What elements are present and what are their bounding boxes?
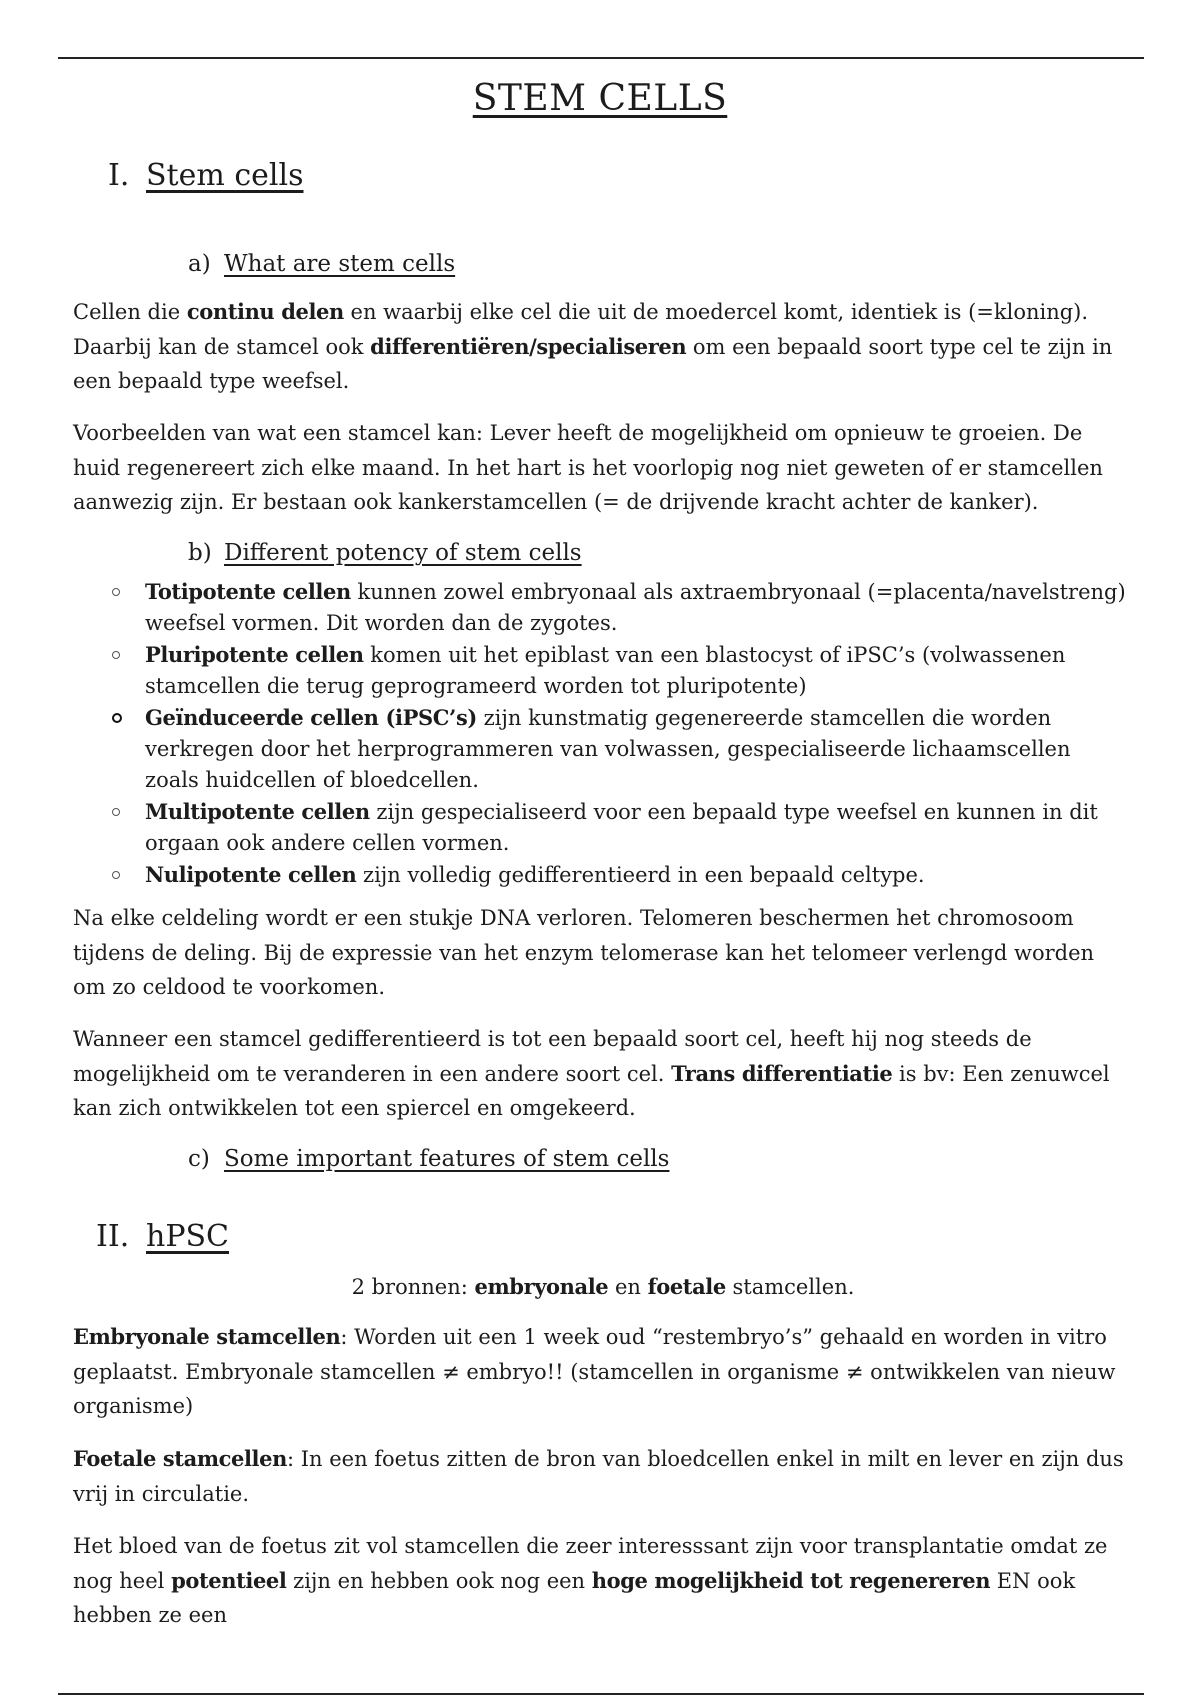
text-run: zijn gespecialiseerd voor een bepaald type weefsel en kunnen in dit orgaan ook andere cellen vormen. <box>145 800 1098 855</box>
top-rule <box>58 57 1144 59</box>
subsection-title: Some important features of stem cells <box>224 1146 670 1172</box>
paragraph-examples <box>73 416 1133 520</box>
bold-term: Geïnduceerde cellen (iPSC’s) <box>145 705 477 730</box>
bold-term: continu delen <box>186 299 344 324</box>
subsection-number: a) <box>188 251 211 277</box>
bold-term: foetale <box>647 1274 726 1299</box>
text-run: : In een foetus zitten de bron van bloedcellen enkel in milt en lever en zijn dus vrij in circulatie. <box>73 1447 1124 1506</box>
text-run: 2 bronnen: <box>351 1275 475 1299</box>
subsection-heading-potency <box>188 540 582 566</box>
text-run: Het bloed van de foetus zit vol stamcellen die zeer interesssant zijn voor transplantatie omdat ze nog heel <box>73 1534 1108 1593</box>
subsection-title: What are stem cells <box>224 251 456 277</box>
paragraph-sources <box>73 1270 1133 1305</box>
paragraph-definition <box>73 295 1133 399</box>
bullet-circle-icon <box>112 713 122 723</box>
subsection-number: b) <box>188 540 212 566</box>
bold-term: Embryonale stamcellen <box>73 1324 341 1349</box>
text-run: : Worden uit een 1 week oud “restembryo’s” gehaald en worden in vitro geplaatst. Embryonale stamcellen ≠ embryo!! (stamcellen in organisme ≠ ontwikkelen van nieuw organisme) <box>73 1325 1116 1418</box>
section-number: I. <box>108 158 130 193</box>
text-run: kunnen zowel embryonaal als axtraembryonaal (=placenta/navelstreng) weefsel vormen. Dit worden dan de zygotes. <box>145 580 1126 635</box>
bullet-circle-icon <box>112 871 120 879</box>
text-run: EN ook hebben ze een <box>73 1568 1076 1627</box>
text-run: Cellen die <box>73 300 187 324</box>
section-number: II. <box>96 1219 130 1254</box>
text-run: Wanneer een stamcel gedifferentieerd is tot een bepaald soort cel, heeft hij nog steeds de mogelijkheid om te veranderen in een andere soort cel. <box>73 1027 1032 1086</box>
paragraph-fetal-stem-cells <box>73 1442 1133 1511</box>
text-run: zijn en hebben ook nog een <box>286 1568 592 1593</box>
bold-term: Totipotente cellen <box>145 579 351 604</box>
paragraph-trans-differentiation <box>73 1022 1133 1126</box>
subsection-heading-what-are-stem-cells <box>188 251 455 277</box>
text-run: Voorbeelden van wat een stamcel kan: Lever heeft de mogelijkheid om opnieuw te groeien. De huid regenereert zich elke maand. In het hart is het voorlopig nog niet geweten of er stamcellen aanwezig zijn. Er bestaan ook kankerstamcellen (= de drijvende kracht achter de kanker). <box>73 421 1103 514</box>
section-heading-hpsc <box>96 1219 229 1254</box>
bullet-circle-icon <box>112 651 120 659</box>
potency-list <box>100 576 1130 891</box>
section-heading-stem-cells <box>108 158 304 193</box>
bottom-rule <box>58 1693 1144 1695</box>
text-run: komen uit het epiblast van een blastocyst of iPSC’s (volwassenen stamcellen die terug geprogrameerd worden tot pluripotente) <box>145 643 1066 698</box>
list-item <box>100 576 1130 639</box>
text-run: om een bepaald soort type cel te zijn in een bepaald type weefsel. <box>73 334 1113 393</box>
list-item <box>100 796 1130 859</box>
text-run: en <box>608 1275 648 1299</box>
paragraph-embryonic-stem-cells <box>73 1320 1133 1424</box>
subsection-title: Different potency of stem cells <box>224 540 582 566</box>
bold-term: Trans differentiatie <box>671 1060 893 1086</box>
text-run: stamcellen. <box>725 1275 855 1299</box>
paragraph-fetal-blood <box>73 1529 1133 1633</box>
bold-term: embryonale <box>474 1274 609 1299</box>
bold-term: Pluripotente cellen <box>145 642 364 667</box>
text-run: zijn volledig gedifferentieerd in een bepaald celtype. <box>356 863 925 887</box>
section-title: Stem cells <box>146 158 304 193</box>
bold-term: differentiëren/specialiseren <box>370 333 687 359</box>
bold-term: Nulipotente cellen <box>145 862 357 887</box>
subsection-heading-features <box>188 1146 669 1172</box>
bullet-circle-icon <box>112 588 120 596</box>
text-run: zijn kunstmatig gegenereerde stamcellen die worden verkregen door het herprogrammeren van volwassen, gespecialiseerde lichaamscellen zoals huidcellen of bloedcellen. <box>145 706 1071 792</box>
bold-term: potentieel <box>171 1567 287 1593</box>
bold-term: Multipotente cellen <box>145 799 370 824</box>
list-item <box>100 702 1130 796</box>
text-run: is bv: Een zenuwcel kan zich ontwikkelen tot een spiercel en omgekeerd. <box>73 1061 1110 1120</box>
subsection-number: c) <box>188 1146 210 1172</box>
section-title: hPSC <box>146 1219 230 1254</box>
text-run: en waarbij elke cel die uit de moedercel komt, identiek is (=kloning). Daarbij kan de stamcel ook <box>73 300 1089 359</box>
list-item <box>100 859 1130 891</box>
bold-term: Foetale stamcellen <box>73 1446 287 1471</box>
document-title: STEM CELLS <box>472 78 728 119</box>
list-item <box>100 639 1130 702</box>
bold-term: hoge mogelijkheid tot regenereren <box>591 1567 991 1593</box>
bullet-circle-icon <box>112 808 120 816</box>
paragraph-telomeres <box>73 901 1133 1005</box>
text-run: Na elke celdeling wordt er een stukje DNA verloren. Telomeren beschermen het chromosoom tijdens de deling. Bij de expressie van het enzym telomerase kan het telomeer verlengd worden om zo celdood te voorkomen. <box>73 906 1095 999</box>
